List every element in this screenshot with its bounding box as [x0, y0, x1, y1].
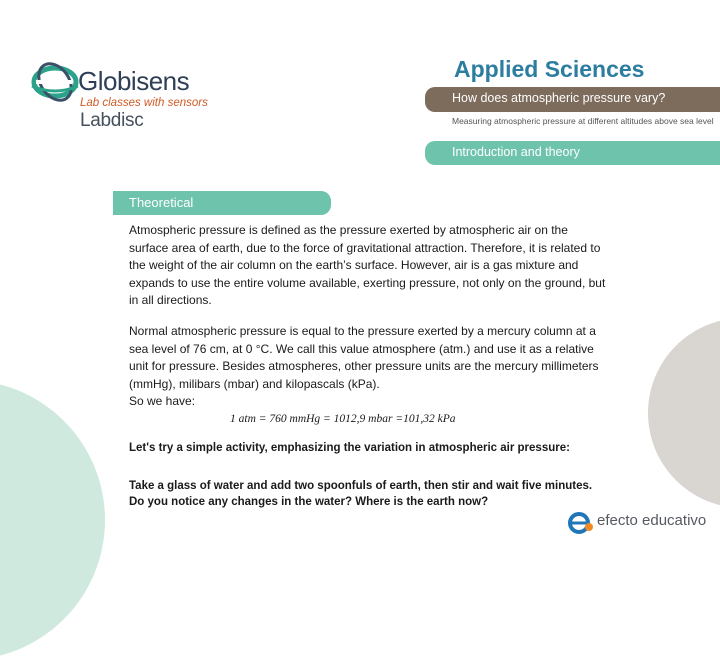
activity-steps: Take a glass of water and add two spoonfuls of earth, then stir and wait five minutes. Do you notice any changes in the water? Where is the earth now?	[129, 480, 593, 508]
brand-tagline: Lab classes with sensors	[80, 97, 208, 109]
efecto-educativo-logo-icon	[568, 512, 594, 534]
paragraph-definition: Atmospheric pressure is defined as the pressure exerted by atmospheric air on the surface area of earth, due to the force of gravitational attraction. Therefore, it is related to the weight of the air column on the earth’s surface. However, air is a gas mixture and expands to use the entire volume available, exerting pressure, not only on the ground, but in all directions.	[129, 223, 606, 307]
decorative-grey-circle	[648, 318, 720, 508]
pressure-formula: 1 atm = 760 mmHg = 1012,9 mbar =101,32 kPa	[230, 413, 456, 425]
lead-in-text: So we have:	[129, 394, 196, 408]
activity-intro: Let's try a simple activity, emphasizing the variation in atmospheric air pressure:	[129, 442, 570, 454]
question-subtitle: Measuring atmospheric pressure at different altitudes above sea level	[452, 116, 714, 126]
partner-name: efecto educativo	[597, 512, 707, 529]
program-title: Applied Sciences	[454, 56, 645, 82]
decorative-green-circle	[0, 380, 105, 660]
section-title: Introduction and theory	[452, 145, 580, 159]
paragraph-units-text: Normal atmospheric pressure is equal to the pressure exerted by a mercury column at a sea level of 76 cm, at 0 °C. We call this value atmosphere (atm.) and use it as a relative unit for pressure. Besides atmospheres, other pressure units are the mercury millimeters (mmHg), milibars (mbar) and kilopascals (kPa).	[129, 324, 599, 391]
paragraph-units	[129, 323, 609, 411]
subsection-title: Theoretical	[129, 195, 194, 210]
question-title: How does atmospheric pressure vary?	[452, 91, 666, 105]
brand-name: Globisens	[78, 66, 190, 96]
product-name: Labdisc	[80, 110, 144, 131]
